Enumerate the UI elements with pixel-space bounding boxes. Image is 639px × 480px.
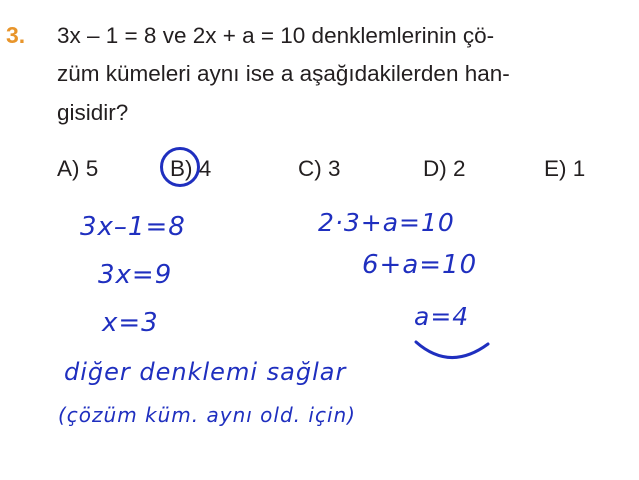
option-separator: ) — [439, 156, 447, 181]
option-value: 2 — [453, 156, 466, 181]
handwritten-note-line-1: diğer denklemi sağlar — [64, 358, 347, 386]
handwritten-note-line-2: (çözüm küm. aynı old. için) — [58, 403, 356, 427]
option-separator: ) — [559, 156, 567, 181]
option-c[interactable] — [298, 156, 341, 182]
handwritten-step-left-2: 3x=9 — [98, 260, 173, 290]
question-number: 3. — [6, 22, 26, 48]
question-text-line-2: züm kümeleri aynı ise a aşağıdakilerden han- — [57, 61, 510, 86]
option-a[interactable] — [57, 156, 98, 182]
handwritten-step-right-3: a=4 — [414, 302, 470, 331]
option-e[interactable] — [544, 156, 585, 182]
answer-underline-mark — [412, 336, 492, 368]
option-value: 5 — [85, 156, 99, 181]
option-letter: B — [170, 156, 186, 181]
smile-stroke — [416, 342, 488, 358]
option-d[interactable] — [423, 156, 466, 182]
handwritten-step-left-3: x=3 — [102, 308, 159, 338]
question-text-line-3: gisidir? — [57, 100, 129, 125]
option-value: 4 — [198, 156, 212, 181]
option-value: 1 — [572, 156, 586, 181]
option-separator: ) — [314, 156, 322, 181]
handwritten-step-left-1: 3x–1=8 — [80, 212, 186, 242]
option-letter: D — [423, 156, 440, 181]
question-text-line-1: 3x – 1 = 8 ve 2x + a = 10 denklemlerinin çö- — [57, 23, 495, 48]
option-letter: C — [298, 156, 315, 181]
option-letter: A — [57, 156, 73, 181]
option-separator: ) — [185, 156, 193, 181]
handwritten-step-right-1: 2·3+a=10 — [318, 208, 455, 237]
option-letter: E — [544, 156, 560, 181]
answer-circle-mark — [160, 147, 200, 187]
option-separator: ) — [72, 156, 80, 181]
handwritten-step-right-2: 6+a=10 — [362, 250, 478, 280]
option-value: 3 — [328, 156, 341, 181]
